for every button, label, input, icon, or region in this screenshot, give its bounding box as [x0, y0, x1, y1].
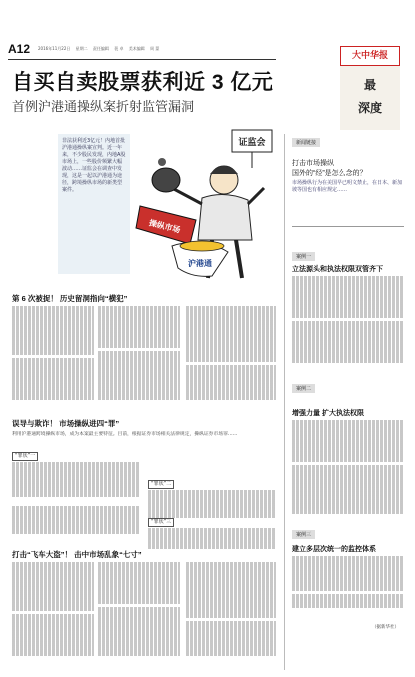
section-1-title: 第 6 次被捉！ 历史留洞指向“横犯”	[12, 294, 128, 303]
section-1-col-3	[186, 306, 276, 414]
sidebar-tag: 新闻链接	[292, 138, 320, 147]
section-3-col-1	[12, 562, 94, 670]
designer-name: 周 蒙	[150, 46, 160, 51]
section-1-col-2	[98, 306, 180, 414]
section-2-intro: 利用沪港通跨境操纵市场，成为本案最主要特征。目前，根据证券市场相关法律规定，操纵证券市场罪……	[12, 432, 238, 437]
sub-para-3b	[148, 528, 276, 550]
lead-box	[58, 134, 130, 274]
sub-label-2: “罪状”二	[148, 480, 174, 489]
column-label	[340, 66, 400, 130]
sidebar-case-2-title: 增强力量 扩大执法权限	[292, 410, 364, 417]
section-3-col-2	[98, 562, 180, 670]
money-bag	[152, 158, 180, 192]
column-divider	[284, 134, 285, 670]
sidebar-case-3-label: 案例三	[292, 530, 315, 539]
editor-label: 责任编辑	[92, 46, 109, 51]
lead-text: 非法获利近3亿元！内地首批沪港通操纵案宣判。近一年来，不少股民发现，内地A股市场上，一些股价频繁大幅波动……证监会在调查中发现，这是一起以沪港通为途径，跨境操纵市场的新类型案件。	[62, 138, 126, 193]
cartoon-illustration	[132, 128, 280, 286]
editor-name: 裴 卓	[114, 46, 124, 51]
masthead	[340, 46, 400, 130]
page-number: A12	[8, 42, 31, 56]
byline: （据新华社）	[372, 625, 399, 630]
sidebar-intro: 市场操纵行为在美国早已明文禁止，在日本、新加坡等国也有相应规定……	[292, 180, 403, 193]
sub-para-2	[148, 490, 276, 518]
sidebar-title-line2: 国外的“经”是怎么念的？	[292, 170, 367, 177]
sign-label: 证监会	[238, 138, 266, 148]
sidebar-rule	[292, 226, 404, 227]
sidebar-case-1-title: 立法源头和执法权限双管齐下	[292, 266, 383, 273]
sidebar-case-2-label: 案例二	[292, 384, 315, 393]
page-meta	[38, 46, 163, 52]
header-rule	[8, 59, 276, 60]
sub-label-3: “罪状”三	[148, 518, 174, 527]
column-label-line1: 最	[363, 78, 376, 92]
sub-label-1: “罪状”一	[12, 452, 38, 461]
sidebar-case-2-body	[292, 420, 404, 528]
sub-para-1	[12, 462, 140, 502]
sidebar-case-1-body	[292, 276, 404, 376]
funnel-label: 操纵市场	[147, 218, 182, 235]
net-label: 沪港通	[188, 259, 212, 268]
headline: 自买自卖股票获利近 3 亿元	[12, 71, 274, 94]
weekday: 星期二	[75, 46, 88, 51]
sidebar-case-1-label: 案例一	[292, 252, 315, 261]
section-1-col-1	[12, 306, 94, 414]
page-header	[8, 44, 276, 58]
sign-shape	[232, 130, 272, 168]
newspaper-logo: 大中华报	[340, 46, 400, 66]
sidebar-case-3-body	[292, 556, 404, 620]
date: 2016年11月22日	[38, 46, 71, 51]
sidebar-case-3-title: 建立多层次统一的监控体系	[292, 546, 376, 553]
section-3-col-3	[186, 562, 276, 670]
sidebar-title-line1: 打击市场操纵	[292, 160, 334, 167]
section-2-title: 误导与欺诈！ 市场操纵进四“罪”	[12, 419, 120, 428]
subheadline: 首例沪港通操纵案折射监管漏洞	[12, 99, 195, 114]
section-3-title: 打击“飞车大盗”！ 击中市场乱象“七寸”	[12, 550, 142, 559]
column-label-line2: 深度	[357, 101, 382, 115]
sub-para-3a	[12, 506, 140, 536]
designer-label: 美术编辑	[128, 46, 145, 51]
